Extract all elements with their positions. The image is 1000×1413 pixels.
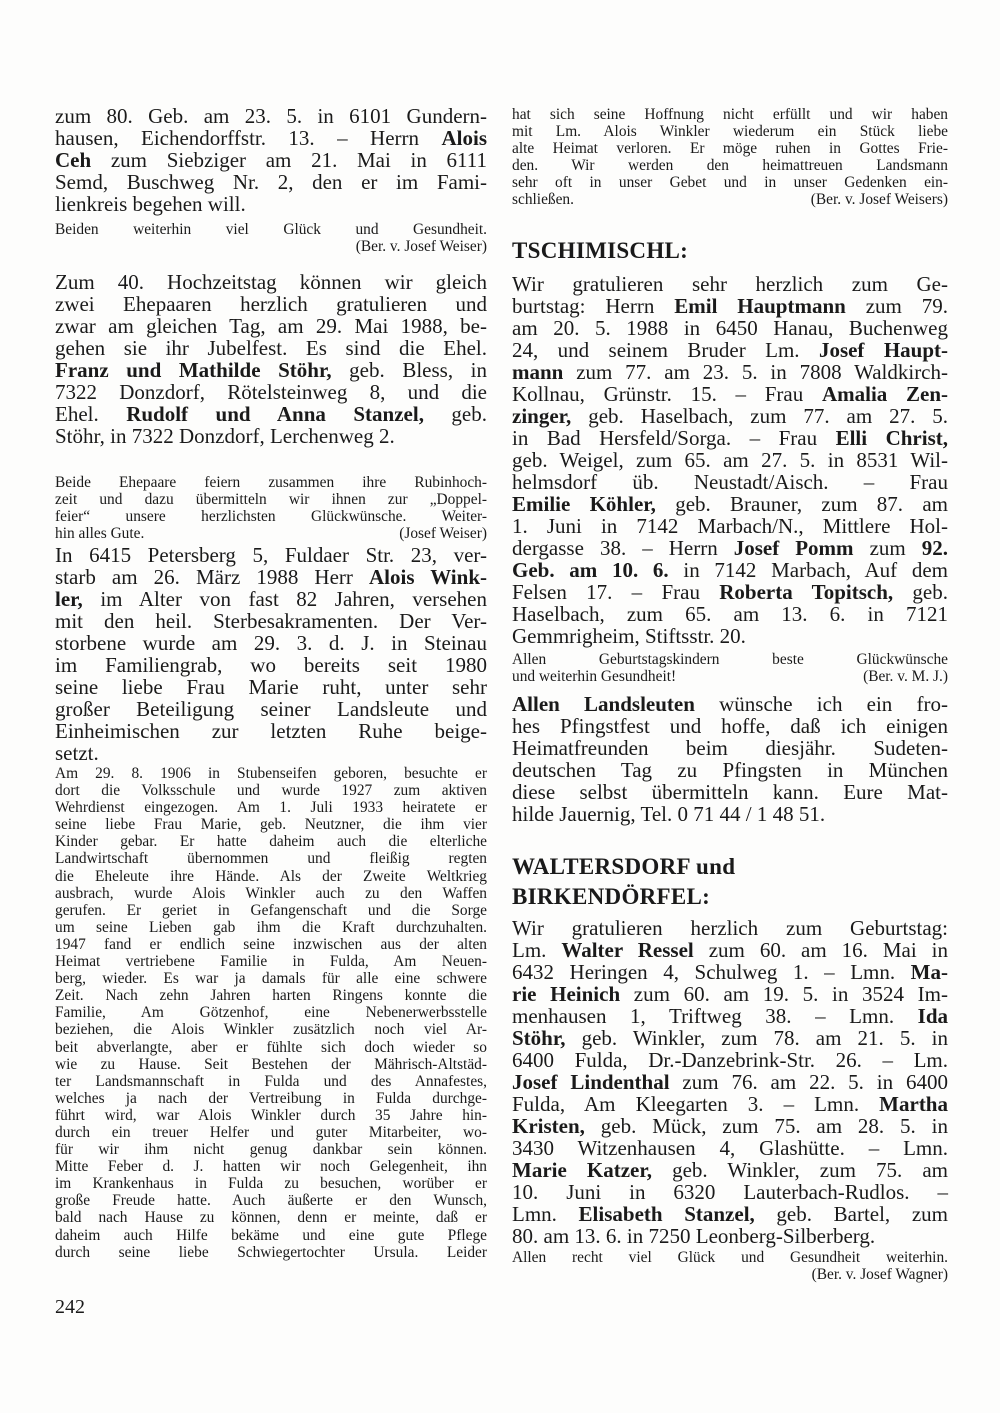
text-line [512, 693, 948, 715]
text-run: Wir gratulieren sehr herzlich zum Ge- [512, 272, 948, 296]
text-line [512, 427, 948, 449]
bold-name: Rudolf und Anna Stanzel, [126, 402, 424, 426]
text-line [512, 174, 948, 191]
text-line [512, 983, 948, 1005]
text-line [512, 191, 948, 208]
text-line [512, 317, 948, 339]
text-line [512, 651, 948, 668]
text-line [55, 816, 487, 833]
text-line [512, 939, 948, 961]
text-run: für wir ihm nicht genug dankbar sein können. [55, 1141, 487, 1159]
bold-name: Walter Ressel [561, 938, 694, 962]
text-line [512, 106, 948, 123]
text-line [55, 868, 487, 885]
bold-name: Josef Lindenthal [512, 1070, 670, 1094]
text-line [512, 559, 948, 581]
text-run: dergasse 38. – Herrn [512, 536, 734, 560]
text-run: beit abverlangte, aber er fühlte sich doch wieder so [55, 1038, 487, 1056]
paragraph [512, 273, 948, 647]
text-line [55, 221, 487, 238]
text-line [512, 759, 948, 781]
text-run: Familie, Am Götzenhof, eine Nebenerwerbsstelle [55, 1004, 487, 1022]
text-line [55, 765, 487, 782]
text-line [512, 1181, 948, 1203]
text-line [512, 1071, 948, 1093]
text-run: im Krankenhaus in Fulda zu besuchen, worüber er [55, 1175, 487, 1193]
text-run: in Bad Hersfeld/Sorga. – Frau [512, 426, 836, 450]
text-run: Landwirtschaft übernommen und fleißig regten [55, 850, 487, 868]
text-run: am 20. 5. 1988 in 6450 Hanau, Buchenweg [512, 316, 948, 340]
small-paragraph [55, 221, 487, 255]
text-run: zwar am gleichen Tag, am 29. Mai 1988, be- [55, 314, 487, 338]
text-line [512, 1137, 948, 1159]
small-paragraph [55, 765, 487, 1261]
text-run: geb. Bartel, zum [754, 1202, 948, 1226]
text-run: dort die Volksschule und wurde 1927 zum aktiven [55, 782, 487, 800]
text-line [55, 936, 487, 953]
text-run: geb. [893, 580, 949, 604]
text-line [512, 493, 948, 515]
text-run: in 7142 Marbach, Auf dem [668, 558, 949, 582]
text-line [55, 1004, 487, 1021]
text-line [512, 625, 948, 647]
text-line [512, 273, 948, 295]
text-line [55, 1124, 487, 1141]
paragraph [55, 271, 487, 447]
text-run: zum 60. am 19. 5. in 3524 Im- [620, 982, 948, 1006]
text-run: hausen, Eichendorffstr. 13. – Herrn [55, 126, 442, 150]
text-run: Kinder gebar. Er hatte daheim auch die elterliche [55, 833, 487, 851]
text-run: Semd, Buschweg Nr. 2, den er im Fami- [55, 170, 487, 194]
text-run: ter Landsmannschaft in Fulda und des Annafestes, [55, 1072, 487, 1090]
text-run: ausbrach, wurde Alois Winkler auch zu den Waffen [55, 884, 487, 902]
text-run: um seine Lieben gab ihm die Kraft durchzuhalten. [55, 918, 487, 936]
text-line [55, 403, 487, 425]
text-line [512, 515, 948, 537]
text-line [512, 383, 948, 405]
attribution: (Ber. v. M. J.) [863, 668, 948, 686]
text-line [55, 359, 487, 381]
text-run: Wehrdienst eingezogen. Am 1. Juli 1933 heiratete er [55, 799, 487, 817]
text-run: schließen. [512, 191, 574, 209]
paragraph [55, 544, 487, 764]
text-run: Zum 40. Hochzeitstag können wir gleich [55, 270, 487, 294]
text-run: 3430 Witzenhausen 4, Glashütte. – Lmn. [512, 1136, 948, 1160]
text-line [55, 970, 487, 987]
text-line [55, 1244, 487, 1261]
attribution: (Josef Weiser) [399, 525, 487, 543]
bold-name: ler, [55, 587, 83, 611]
text-line [55, 149, 487, 171]
text-line [512, 1115, 948, 1137]
text-line [512, 449, 948, 471]
text-line [512, 471, 948, 493]
bold-name: Martha [879, 1092, 948, 1116]
text-line [512, 803, 948, 825]
text-run: daheim auch Hilfe bekäme und eine gute Pflege [55, 1226, 487, 1244]
paragraph [512, 917, 948, 1247]
text-line [55, 1039, 487, 1056]
text-line [55, 337, 487, 359]
text-line [55, 381, 487, 403]
text-run: BIRKENDÖRFEL: [512, 884, 711, 909]
text-run: berg, wieder. Es war ja damals für alle eine schwere [55, 970, 487, 988]
text-run [512, 191, 574, 208]
bold-name: Geb. am 10. 6. [512, 558, 669, 582]
text-line [512, 668, 948, 685]
bold-name: Allen Landsleuten [512, 692, 695, 716]
paragraph [55, 105, 487, 215]
text-run: Heimatfreunden beim diesjähr. Sudeten- [512, 736, 948, 760]
text-line [55, 850, 487, 867]
bold-name: Alois [441, 126, 487, 150]
text-run: mit Lm. Alois Winkler wiederum ein Stück liebe [512, 123, 948, 141]
text-run: Allen recht viel Glück und Gesundheit weiterhin. [512, 1249, 948, 1266]
text-line [512, 917, 948, 939]
text-line [55, 193, 487, 215]
text-line [55, 1141, 487, 1158]
text-line [512, 1159, 948, 1181]
text-run: 1947 fand er endlich seine inzwischen aus der alten [55, 935, 487, 953]
bold-name: Franz und Mathilde Stöhr, [55, 358, 332, 382]
text-run: Fulda, Am Kleegarten 3. – Lmn. [512, 1092, 880, 1116]
text-run: 6400 Fulda, Dr.-Danzebrink-Str. 26. – Lm. [512, 1048, 948, 1072]
text-run: Einheimischen zur letzten Ruhe beige- [55, 719, 487, 743]
text-line [55, 720, 487, 742]
text-run: große Freude hatte. Auch äußerte er den Wunsch, [55, 1192, 487, 1210]
bold-name: Emilie Köhler, [512, 492, 656, 516]
text-line [55, 1158, 487, 1175]
text-run [55, 525, 144, 542]
text-run: im Alter von fast 82 Jahren, versehen [82, 587, 487, 611]
text-line [55, 919, 487, 936]
text-run: helmsdorf üb. Neustadt/Aisch. – Frau [512, 470, 948, 494]
bold-name: Josef Pomm [733, 536, 854, 560]
text-run: geb. Haselbach, zum 77. am 27. 5. [571, 404, 948, 428]
text-run: Stöhr, in 7322 Donzdorf, Lerchenweg 2. [55, 424, 395, 448]
text-line [55, 885, 487, 902]
text-run: geb. Winkler, zum 75. am [652, 1158, 949, 1182]
text-run: gehen sie ihr Jubelfest. Es sind die Ehel. [55, 336, 487, 360]
bold-name: Elisabeth Stanzel, [578, 1202, 755, 1226]
text-run: diese selbst übermitteln kann. Eure Mat- [512, 780, 948, 804]
paragraph [512, 693, 948, 825]
text-run: geb. Brauner, zum 87. am [655, 492, 948, 516]
text-run: zum 77. am 23. 5. in 7808 Waldkirch- [563, 360, 948, 384]
text-line [512, 781, 948, 803]
bold-name: Ceh [55, 148, 92, 172]
text-run: 80. am 13. 6. in 7250 Leonberg-Silberberg. [512, 1224, 876, 1248]
text-line [55, 782, 487, 799]
text-run: mit den heil. Sterbesakramenten. Der Ver- [55, 609, 487, 633]
text-run: feier“ unsere herzlichsten Glückwünsche. Weiter- [55, 508, 487, 526]
text-line [512, 1049, 948, 1071]
text-line [512, 852, 948, 882]
text-run: deutschen Tag zu Pfingsten in München [512, 758, 948, 782]
text-run: hat sich seine Hoffnung nicht erfüllt und wir haben [512, 106, 948, 123]
text-line [55, 293, 487, 315]
text-run: WALTERSDORF und [512, 854, 736, 879]
text-run: wünsche ich ein fro- [694, 692, 948, 716]
bold-name: Ida [917, 1004, 948, 1028]
text-run: zum 79. [845, 294, 948, 318]
bold-name: Amalia Zen- [821, 382, 948, 406]
text-run: geb. Weigel, zum 65. am 27. 5. in 8531 Wil- [512, 448, 948, 472]
text-run: In 6415 Petersberg 5, Fuldaer Str. 23, ver- [55, 543, 487, 567]
small-paragraph [512, 1249, 948, 1283]
text-line [55, 698, 487, 720]
text-line [55, 588, 487, 610]
text-run: Gemmrigheim, Stiftsstr. 20. [512, 624, 746, 648]
attribution: (Ber. v. Josef Weisers) [810, 191, 948, 209]
text-run: Beide Ehepaare feiern zusammen ihre Rubinhoch- [55, 474, 487, 491]
bold-name: 92. [921, 536, 948, 560]
text-run: Kollnau, Grünstr. 15. – Frau [512, 382, 822, 406]
text-line [55, 1209, 487, 1226]
text-line [55, 987, 487, 1004]
bold-name: Stöhr, [512, 1026, 566, 1050]
text-line [55, 742, 487, 764]
text-run: Lmn. [512, 1202, 579, 1226]
text-run: sehr oft in unser Gebet und in unser Gedenken ein- [512, 174, 948, 192]
small-paragraph [512, 651, 948, 685]
text-run: Am 29. 8. 1906 in Stubenseifen geboren, besuchte er [55, 765, 487, 782]
text-line [512, 123, 948, 140]
bold-name: Roberta Topitsch, [719, 580, 894, 604]
text-run: Ehel. [55, 402, 127, 426]
text-line [55, 833, 487, 850]
text-run: Beiden weiterhin viel Glück und Gesundheit. [55, 221, 487, 238]
text-line [55, 1090, 487, 1107]
bold-name: Emil Hauptmann [674, 294, 846, 318]
text-line [512, 339, 948, 361]
text-run: zum [853, 536, 922, 560]
text-line [512, 1005, 948, 1027]
text-run: durch ein treuer Helfer und guter Mitarbeiter, wo- [55, 1123, 487, 1141]
text-line [55, 271, 487, 293]
text-run: im Familiengrab, wo bereits seit 1980 [55, 653, 487, 677]
small-paragraph [512, 106, 948, 209]
text-line [512, 882, 948, 912]
text-line [512, 715, 948, 737]
text-line [512, 603, 948, 625]
text-run: TSCHIMISCHL: [512, 238, 689, 263]
text-run: zeit und dazu übermitteln wir ihnen zur „Doppel- [55, 491, 487, 509]
text-run: geb. Mück, zum 75. am 28. 5. in [584, 1114, 948, 1138]
text-line [55, 632, 487, 654]
text-run: 10. Juni in 6320 Lauterbach-Rudlos. – [512, 1180, 948, 1204]
text-line [55, 105, 487, 127]
text-run: Lm. [512, 938, 562, 962]
text-line [512, 157, 948, 174]
text-run: 24, und seinem Bruder Lm. [512, 338, 819, 362]
text-run: zum 76. am 22. 5. in 6400 [669, 1070, 948, 1094]
text-line [55, 508, 487, 525]
text-line [55, 1192, 487, 1209]
text-run: geb. [423, 402, 487, 426]
text-line [512, 405, 948, 427]
text-line [512, 361, 948, 383]
text-line [512, 1203, 948, 1225]
text-run: Haselbach, zum 65. am 13. 6. in 7121 [512, 602, 948, 626]
text-run: 1. Juni in 7142 Marbach/N., Mittlere Hol- [512, 514, 948, 538]
text-line [55, 1021, 487, 1038]
text-line [55, 654, 487, 676]
text-run: geb. Winkler, zum 78. am 21. 5. in [565, 1026, 948, 1050]
text-line [55, 953, 487, 970]
bold-name: mann [512, 360, 564, 384]
text-line [55, 425, 487, 447]
text-run: zum 80. Geb. am 23. 5. in 6101 Gundern- [55, 104, 487, 128]
text-run: hilde Jauernig, Tel. 0 71 44 / 1 48 51. [512, 802, 826, 826]
text-run: welches ja nach der Vertreibung in Fulda durchge- [55, 1089, 487, 1107]
text-run: burtstag: Herrn [512, 294, 675, 318]
text-line [55, 799, 487, 816]
text-line [512, 236, 948, 266]
text-run: menhausen 1, Triftweg 38. – Lmn. [512, 1004, 918, 1028]
text-run: alte Heimat verloren. Er möge ruhen in Gottes Frie- [512, 140, 948, 158]
text-run: hin alles Gute. [55, 525, 145, 543]
text-line [55, 525, 487, 542]
text-run: großer Beteiligung seiner Landsleute und [55, 697, 487, 721]
text-run: 7322 Donzdorf, Rötelsteinweg 8, und die [55, 380, 487, 404]
text-line [55, 1227, 487, 1244]
text-run: setzt. [55, 741, 99, 765]
text-run: bald nach Hause zu können, denn er meinte, daß er [55, 1209, 487, 1227]
attribution: (Ber. v. Josef Wagner) [811, 1266, 948, 1284]
text-run: lienkreis begehen will. [55, 192, 246, 216]
bold-name: Ma- [910, 960, 948, 984]
text-run: beziehen, die Alois Winkler zusätzlich noch viel Ar- [55, 1021, 487, 1039]
bold-name: zinger, [512, 404, 572, 428]
text-run: seine liebe Frau Marie, geb. Neutzner, die ihm vier [55, 816, 487, 834]
text-run: hes Pfingstfest und hoffe, daß ich einigen [512, 714, 948, 738]
text-line [55, 1175, 487, 1192]
section-heading [512, 852, 948, 912]
text-run: zum 60. am 16. Mai in [693, 938, 948, 962]
text-line [512, 1249, 948, 1266]
text-run: den. Wir werden den heimattreuen Landsmann [512, 157, 948, 175]
small-paragraph [55, 474, 487, 542]
text-line [55, 676, 487, 698]
text-run: die Eheleute ihre Hände. Als der Zweite Weltkrieg [55, 867, 487, 885]
text-line [55, 1056, 487, 1073]
text-run: Wir gratulieren herzlich zum Geburtstag: [512, 916, 948, 940]
text-line [55, 566, 487, 588]
text-line [55, 171, 487, 193]
text-line [512, 1225, 948, 1247]
text-run: wie zu Hause. Seit Bestehen der Mährisch-Altstäd- [55, 1055, 487, 1073]
text-line [55, 1107, 487, 1124]
text-run: zwei Ehepaaren herzlich gratulieren und [55, 292, 487, 316]
text-line [512, 1093, 948, 1115]
text-run: seine liebe Frau Marie ruht, unter sehr [55, 675, 487, 699]
text-line [55, 1073, 487, 1090]
bold-name: Alois Wink- [368, 565, 487, 589]
text-run: Zeit. Nach zehn Jahren harten Ringens konnte die [55, 987, 487, 1005]
bold-name: rie Heinich [512, 982, 621, 1006]
text-run: storbene wurde am 29. 3. d. J. in Steinau [55, 631, 487, 655]
text-run: Mitte Feber d. J. hatten wir noch Gelegenheit, ihn [55, 1158, 487, 1176]
text-line [512, 737, 948, 759]
text-run: gerufen. Er geriet in Gefangenschaft und die Sorge [55, 901, 487, 919]
text-line [512, 140, 948, 157]
text-line [55, 474, 487, 491]
text-line [55, 544, 487, 566]
bold-name: Josef Haupt- [818, 338, 948, 362]
text-run [512, 668, 676, 685]
page-number: 242 [55, 1296, 85, 1318]
text-line [55, 127, 487, 149]
text-line [55, 491, 487, 508]
section-heading [512, 236, 948, 266]
text-run: 6432 Heringen 4, Schulweg 1. – Lmn. [512, 960, 911, 984]
text-run: führt wird, war Alois Winkler durch 35 Jahre hin- [55, 1106, 487, 1124]
text-run: und weiterhin Gesundheit! [512, 668, 677, 686]
text-line [512, 581, 948, 603]
bold-name: Kristen, [512, 1114, 585, 1138]
text-run: durch seine liebe Schwiegertochter Ursula. Leider [55, 1243, 487, 1261]
text-run: Allen Geburtstagskindern beste Glückwünsche [512, 651, 948, 668]
bold-name: Elli Christ, [835, 426, 948, 450]
text-run: geb. Bless, in [331, 358, 487, 382]
text-line [512, 961, 948, 983]
text-line [512, 1027, 948, 1049]
attribution: (Ber. v. Josef Weiser) [355, 238, 487, 256]
text-line [55, 315, 487, 337]
text-line [55, 610, 487, 632]
bold-name: Marie Katzer, [512, 1158, 652, 1182]
text-line [512, 537, 948, 559]
text-run: Felsen 17. – Frau [512, 580, 720, 604]
text-line [55, 902, 487, 919]
text-line [512, 295, 948, 317]
text-run: zum Siebziger am 21. Mai in 6111 [91, 148, 487, 172]
text-run: starb am 26. März 1988 Herr [55, 565, 369, 589]
text-run: Heimat vertriebene Familie in Fulda, Am Neuen- [55, 953, 487, 971]
